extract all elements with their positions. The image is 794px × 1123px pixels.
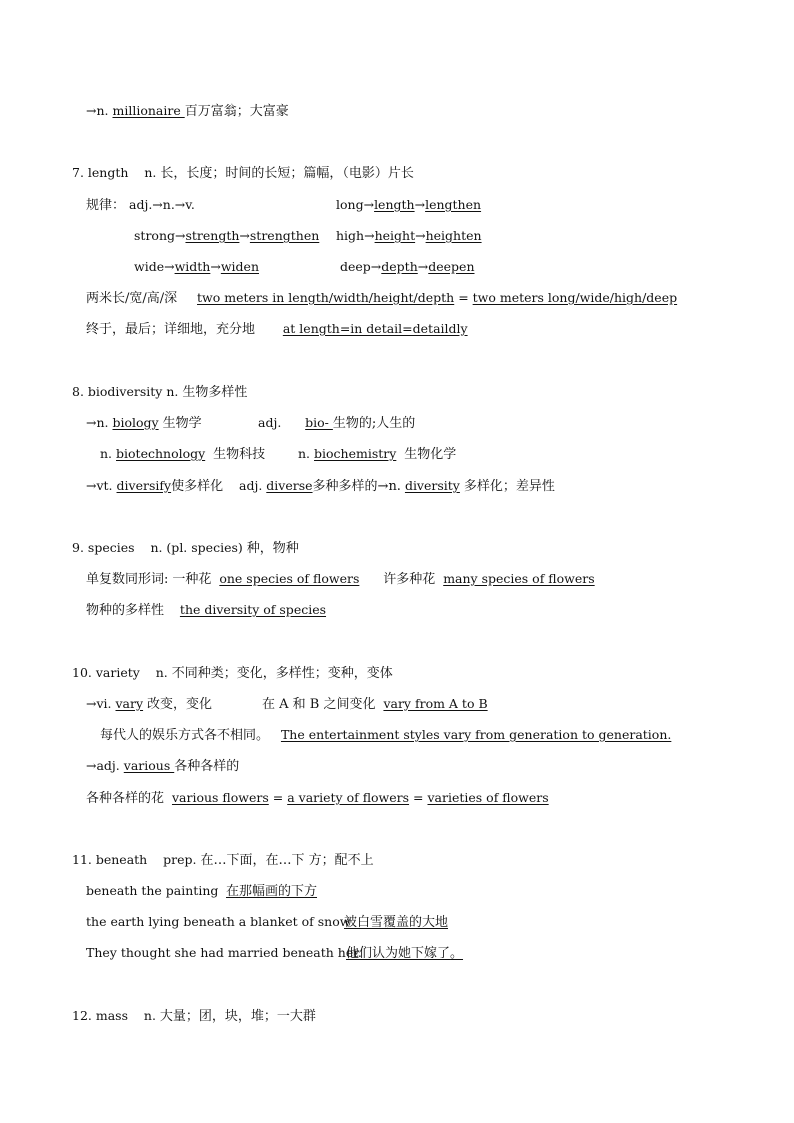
answer-at-length: at length=in detail=detaildly <box>282 321 468 336</box>
biotech-line <box>100 446 265 463</box>
answer-width: width <box>174 259 211 274</box>
definition: 生物学 <box>162 416 202 431</box>
prompt-cn: 单复数同形词: <box>86 572 169 587</box>
bio-prefix-line <box>258 415 415 432</box>
answer-length: length <box>374 197 415 212</box>
entry-8-heading <box>72 384 247 401</box>
answer-diversity-of-species: the diversity of species <box>179 602 327 617</box>
answer-biochemistry: biochemistry <box>314 446 397 461</box>
two-meters-line <box>86 290 677 307</box>
definition: 大量；团，块，堆；一大群 <box>159 1009 316 1024</box>
answer-biotechnology: biotechnology <box>116 446 206 461</box>
beneath-answer-1 <box>226 883 317 900</box>
pos-label: prep. <box>163 852 197 867</box>
definition: 长，长度；时间的长短；篇幅，（电影）片长 <box>160 166 414 181</box>
strong-chain <box>134 228 319 244</box>
high-chain <box>336 228 482 244</box>
definition: 各种各样的 <box>174 759 240 774</box>
word-deep: deep→ <box>340 259 382 274</box>
definition: 使多样化 <box>171 479 224 494</box>
answer-height: height <box>374 228 416 243</box>
arrow: → <box>210 259 221 274</box>
vary-from-line <box>262 696 488 713</box>
arrow: → <box>415 228 426 243</box>
pos-label: n. (pl. species) <box>150 540 243 555</box>
answer-vary-from: vary from A to B <box>383 696 488 711</box>
answer-depth: depth <box>381 259 418 274</box>
answer-various: various <box>123 758 175 773</box>
pos-label: →n. <box>86 103 109 118</box>
pos-label: →adj. <box>86 758 120 773</box>
prompt-cn: 各种各样的花 <box>86 791 165 806</box>
species-count-line <box>86 571 595 588</box>
vary-line <box>86 696 212 713</box>
long-chain <box>336 197 481 213</box>
definition: 在…下面，在…下 方；配不上 <box>200 853 374 868</box>
equals: = <box>268 790 288 805</box>
beneath-example-2 <box>86 914 350 930</box>
definition: 生物科技 <box>213 447 266 462</box>
equals: = <box>454 290 473 305</box>
headword: 10. variety <box>72 665 140 680</box>
biochem-line <box>298 446 456 463</box>
equals: = <box>409 790 428 805</box>
definition: 改变，变化 <box>147 697 213 712</box>
prompt-cn: 每代人的娱乐方式各不相同。 <box>100 728 270 743</box>
headword: 9. species <box>72 540 135 555</box>
answer-bio: bio- <box>305 415 333 430</box>
pos-label: n. <box>298 446 311 461</box>
pos-label: n. <box>144 165 157 180</box>
example-en: They thought she had married beneath her. <box>86 945 362 960</box>
answer-various-flowers: various flowers <box>171 790 269 805</box>
millionaire-line <box>86 103 289 120</box>
prompt-cn: 终于，最后；详细地，充分地 <box>86 322 256 337</box>
rule-line <box>86 197 195 214</box>
arrow: → <box>239 228 250 243</box>
answer-strengthen: strengthen <box>249 228 320 243</box>
pos-label: adj. <box>258 415 282 430</box>
answer-two-meters-a: two meters in length/width/height/depth <box>197 290 455 305</box>
definition: 生物化学 <box>404 447 457 462</box>
definition: 种，物种 <box>246 541 299 556</box>
various-flowers-line <box>86 790 549 807</box>
answer-diversity: diversity <box>404 478 460 493</box>
rule-text: adj.→n.→v. <box>129 197 195 212</box>
prompt-cn: 一种花 <box>172 572 212 587</box>
answer-entertainment: The entertainment styles vary from generation to generation. <box>280 727 672 742</box>
answer-heighten: heighten <box>425 228 482 243</box>
beneath-answer-3 <box>346 945 463 962</box>
headword: 11. beneath <box>72 852 148 867</box>
definition: 不同种类；变化，多样性；变种，变体 <box>171 666 393 681</box>
answer-two-meters-b: two meters long/wide/high/deep <box>472 290 678 305</box>
wide-chain <box>134 259 259 275</box>
pos-label: n. <box>143 1008 156 1023</box>
prompt-cn: 两米长/宽/高/深 <box>86 291 178 306</box>
biology-line <box>86 415 202 432</box>
answer-one-species: one species of flowers <box>219 571 360 586</box>
example-en: beneath the painting <box>86 883 219 898</box>
rule-label: 规律： <box>86 198 126 213</box>
definition: 多种多样的→n. <box>312 479 401 494</box>
answer-millionaire: millionaire <box>112 103 185 118</box>
answer-widen: widen <box>220 259 259 274</box>
pos-label: n. <box>100 446 113 461</box>
pos-label: →n. <box>86 415 109 430</box>
answer-cn: 被白雪覆盖的大地 <box>344 915 449 930</box>
definition: 多样化；差异性 <box>463 479 555 494</box>
prompt-cn: 许多种花 <box>383 572 436 587</box>
arrow: → <box>417 259 429 274</box>
definition: 生物的;人生的 <box>332 416 416 431</box>
definition: 百万富翁；大富豪 <box>184 104 289 119</box>
word-long: long→ <box>336 197 375 212</box>
answer-vary: vary <box>115 696 144 711</box>
headword: 8. biodiversity n. <box>72 384 179 399</box>
answer-lengthen: lengthen <box>425 197 482 212</box>
answer-a-variety-of-flowers: a variety of flowers <box>287 790 410 805</box>
headword: 12. mass <box>72 1008 128 1023</box>
entry-9-heading <box>72 540 299 557</box>
at-length-line <box>86 321 468 338</box>
headword: 7. length <box>72 165 129 180</box>
diversify-line <box>86 478 555 495</box>
entry-10-heading <box>72 665 393 682</box>
arrow: → <box>414 197 426 212</box>
deep-chain <box>340 259 475 275</box>
answer-diversify: diversify <box>116 478 172 493</box>
beneath-answer-2 <box>344 914 448 931</box>
entertainment-line <box>100 727 671 744</box>
answer-cn: 他们认为她下嫁了。 <box>346 946 464 961</box>
definition: 生物多样性 <box>182 385 248 400</box>
answer-varieties-of-flowers: varieties of flowers <box>427 790 549 805</box>
beneath-example-3 <box>86 945 362 961</box>
entry-7-heading <box>72 165 414 182</box>
beneath-example-1 <box>86 883 218 899</box>
answer-many-species: many species of flowers <box>443 571 595 586</box>
prompt-cn: 在 A 和 B 之间变化 <box>262 697 376 712</box>
entry-12-heading <box>72 1008 316 1025</box>
pos-label: →vt. <box>86 478 113 493</box>
word-high: high→ <box>336 228 375 243</box>
answer-biology: biology <box>112 415 159 430</box>
prompt-cn: 物种的多样性 <box>86 603 165 618</box>
species-diversity-line <box>86 602 326 619</box>
word-strong: strong→ <box>134 228 186 243</box>
word-wide: wide→ <box>134 259 175 274</box>
pos-label: →vi. <box>86 696 112 711</box>
entry-11-heading <box>72 852 374 869</box>
pos-label: adj. <box>239 478 263 493</box>
pos-label: n. <box>155 665 168 680</box>
example-en: the earth lying beneath a blanket of snow <box>86 914 351 929</box>
answer-diverse: diverse <box>266 478 313 493</box>
answer-strength: strength <box>185 228 240 243</box>
answer-cn: 在那幅画的下方 <box>226 884 318 899</box>
various-line <box>86 758 239 775</box>
answer-deepen: deepen <box>428 259 475 274</box>
